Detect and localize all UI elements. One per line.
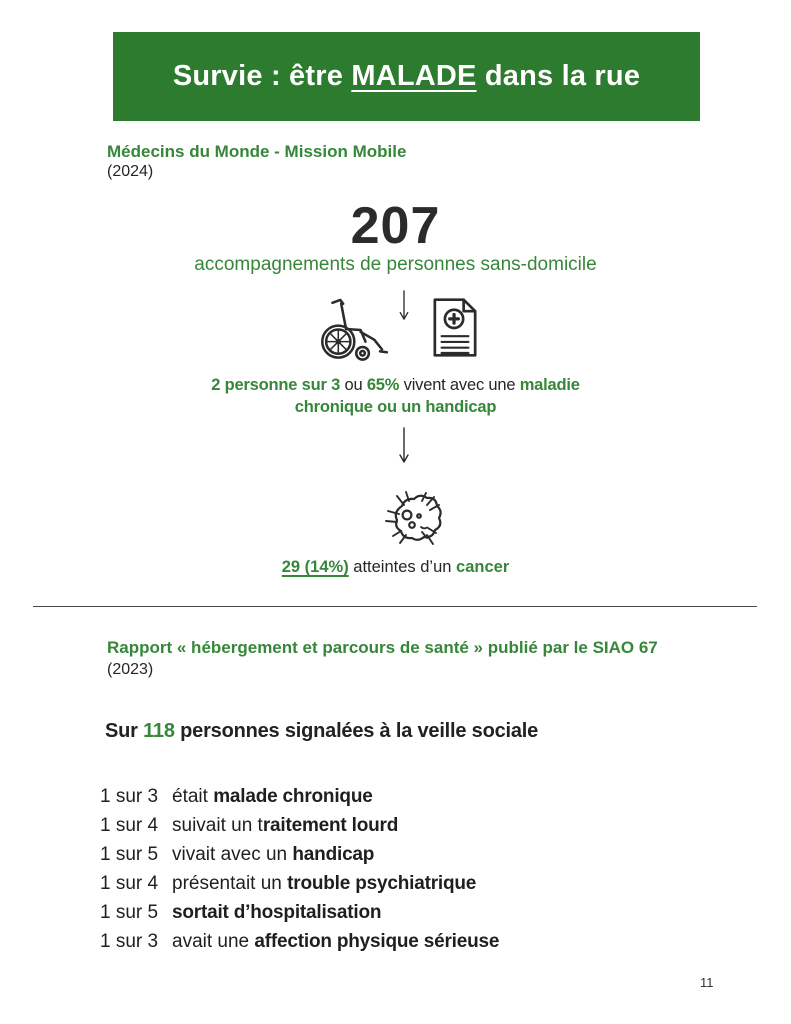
big-stat-caption: accompagnements de personnes sans-domicile (194, 254, 597, 275)
cancer-cell-icon (381, 484, 445, 550)
section-divider (33, 606, 757, 607)
headline-number: 118 (143, 720, 175, 742)
list-item: 1 sur 4 présentait un trouble psychiatrique (100, 873, 477, 894)
page-title: Survie : être MALADE dans la rue (172, 60, 641, 92)
list-item: 1 sur 3 avait une affection physique sérieuse (100, 931, 500, 952)
list-item: 1 sur 3 était malade chronique (100, 786, 373, 807)
source-year-2023: (2023) (107, 661, 154, 678)
source-siao-report: Rapport « hébergement et parcours de santé » publié par le SIAO 67 (107, 638, 658, 657)
list-item: 1 sur 4 suivait un traitement lourd (100, 815, 399, 836)
chronic-illness-stat: 2 personne sur 3 ou 65% vivent avec une maladie chronique ou un handicap (211, 376, 580, 416)
cancer-stat-number: 29 (14%) (281, 558, 349, 576)
down-arrow-icon (398, 290, 410, 322)
title-banner (113, 32, 700, 121)
page-number: 11 (700, 975, 714, 990)
ratio-list (100, 782, 499, 956)
cancer-stat: 29 (14%) atteintes d’un cancer (281, 558, 510, 576)
source-medecins-du-monde: Médecins du Monde - Mission Mobile (107, 142, 407, 161)
medical-report-icon (431, 296, 479, 359)
list-item: 1 sur 5 sortait d’hospitalisation (100, 902, 382, 923)
underlined-title-word: MALADE (351, 60, 477, 92)
source-year-2024: (2024) (107, 163, 154, 180)
list-item: 1 sur 5 vivait avec un handicap (100, 844, 375, 865)
wheelchair-icon (306, 296, 390, 362)
down-arrow-icon (398, 427, 410, 465)
veille-sociale-headline: Sur 118 personnes signalées à la veille sociale (105, 720, 539, 742)
big-stat-number: 207 (350, 197, 441, 255)
